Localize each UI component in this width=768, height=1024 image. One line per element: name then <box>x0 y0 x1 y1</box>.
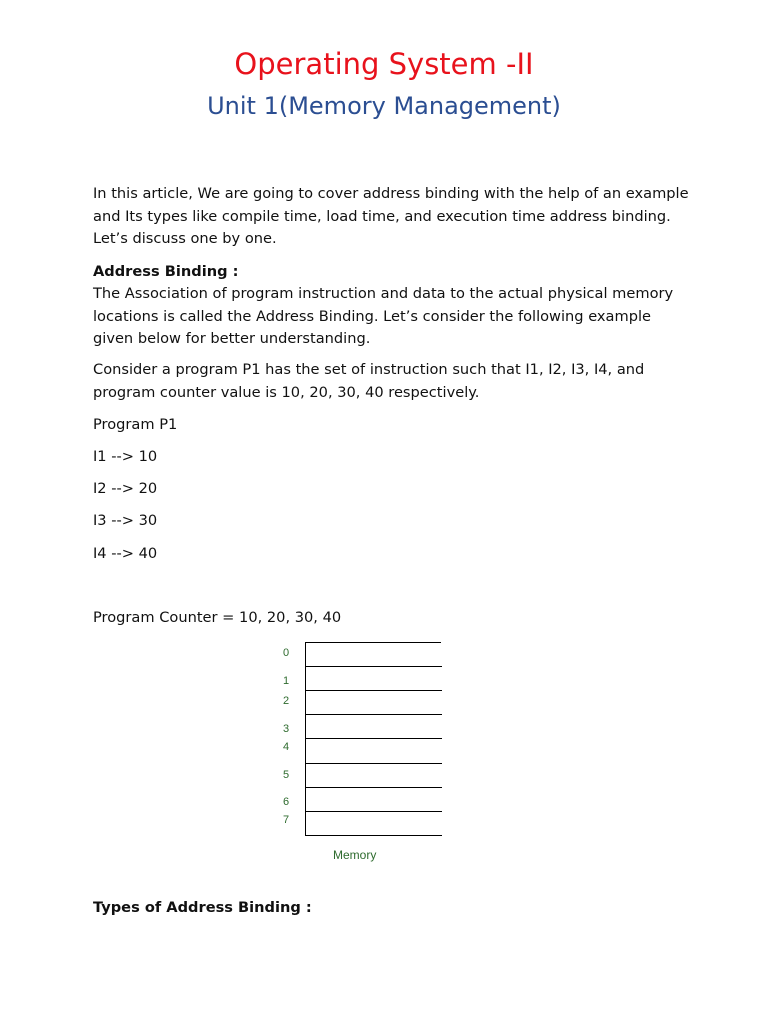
memory-index: 3 <box>283 723 290 735</box>
intro-paragraph: In this article, We are going to cover address binding with the help of an example and Its types like compile time, load time, and execution time address binding. Let’s discuss one by one. <box>93 185 689 247</box>
program-counter-line: Program Counter = 10, 20, 30, 40 <box>93 609 342 626</box>
memory-cell <box>306 667 442 691</box>
instruction-line: I2 --> 20 <box>93 480 158 497</box>
memory-index: 6 <box>283 796 290 808</box>
memory-cell <box>306 788 442 812</box>
page-title: Operating System -II <box>234 47 534 81</box>
memory-index: 1 <box>283 675 290 687</box>
example-paragraph: Consider a program P1 has the set of instruction such that I1, I2, I3, I4, and program counter value is 10, 20, 30, 40 respectively. <box>93 361 645 401</box>
address-binding-paragraph: The Association of program instruction and data to the actual physical memory locations is called the Address Binding. Let’s consider the following example given below for better understanding. <box>93 285 674 347</box>
address-binding-heading: Address Binding : <box>93 263 239 280</box>
page-subtitle: Unit 1(Memory Management) <box>207 92 561 120</box>
memory-cell <box>306 812 442 836</box>
memory-cell <box>306 691 442 715</box>
memory-index: 7 <box>283 814 290 826</box>
memory-cell <box>306 764 442 788</box>
memory-index: 5 <box>283 769 290 781</box>
memory-index: 0 <box>283 647 290 659</box>
memory-index: 4 <box>283 741 290 753</box>
memory-cell <box>306 715 442 739</box>
memory-cell <box>306 643 442 667</box>
memory-cell <box>306 740 442 764</box>
memory-index: 2 <box>283 695 290 707</box>
types-heading: Types of Address Binding : <box>93 899 312 916</box>
memory-box <box>305 642 441 836</box>
instruction-line: I1 --> 10 <box>93 448 158 465</box>
memory-diagram <box>273 642 453 867</box>
program-label: Program P1 <box>93 416 178 433</box>
instruction-line: I4 --> 40 <box>93 545 158 562</box>
memory-label: Memory <box>333 848 377 862</box>
instruction-line: I3 --> 30 <box>93 512 158 529</box>
